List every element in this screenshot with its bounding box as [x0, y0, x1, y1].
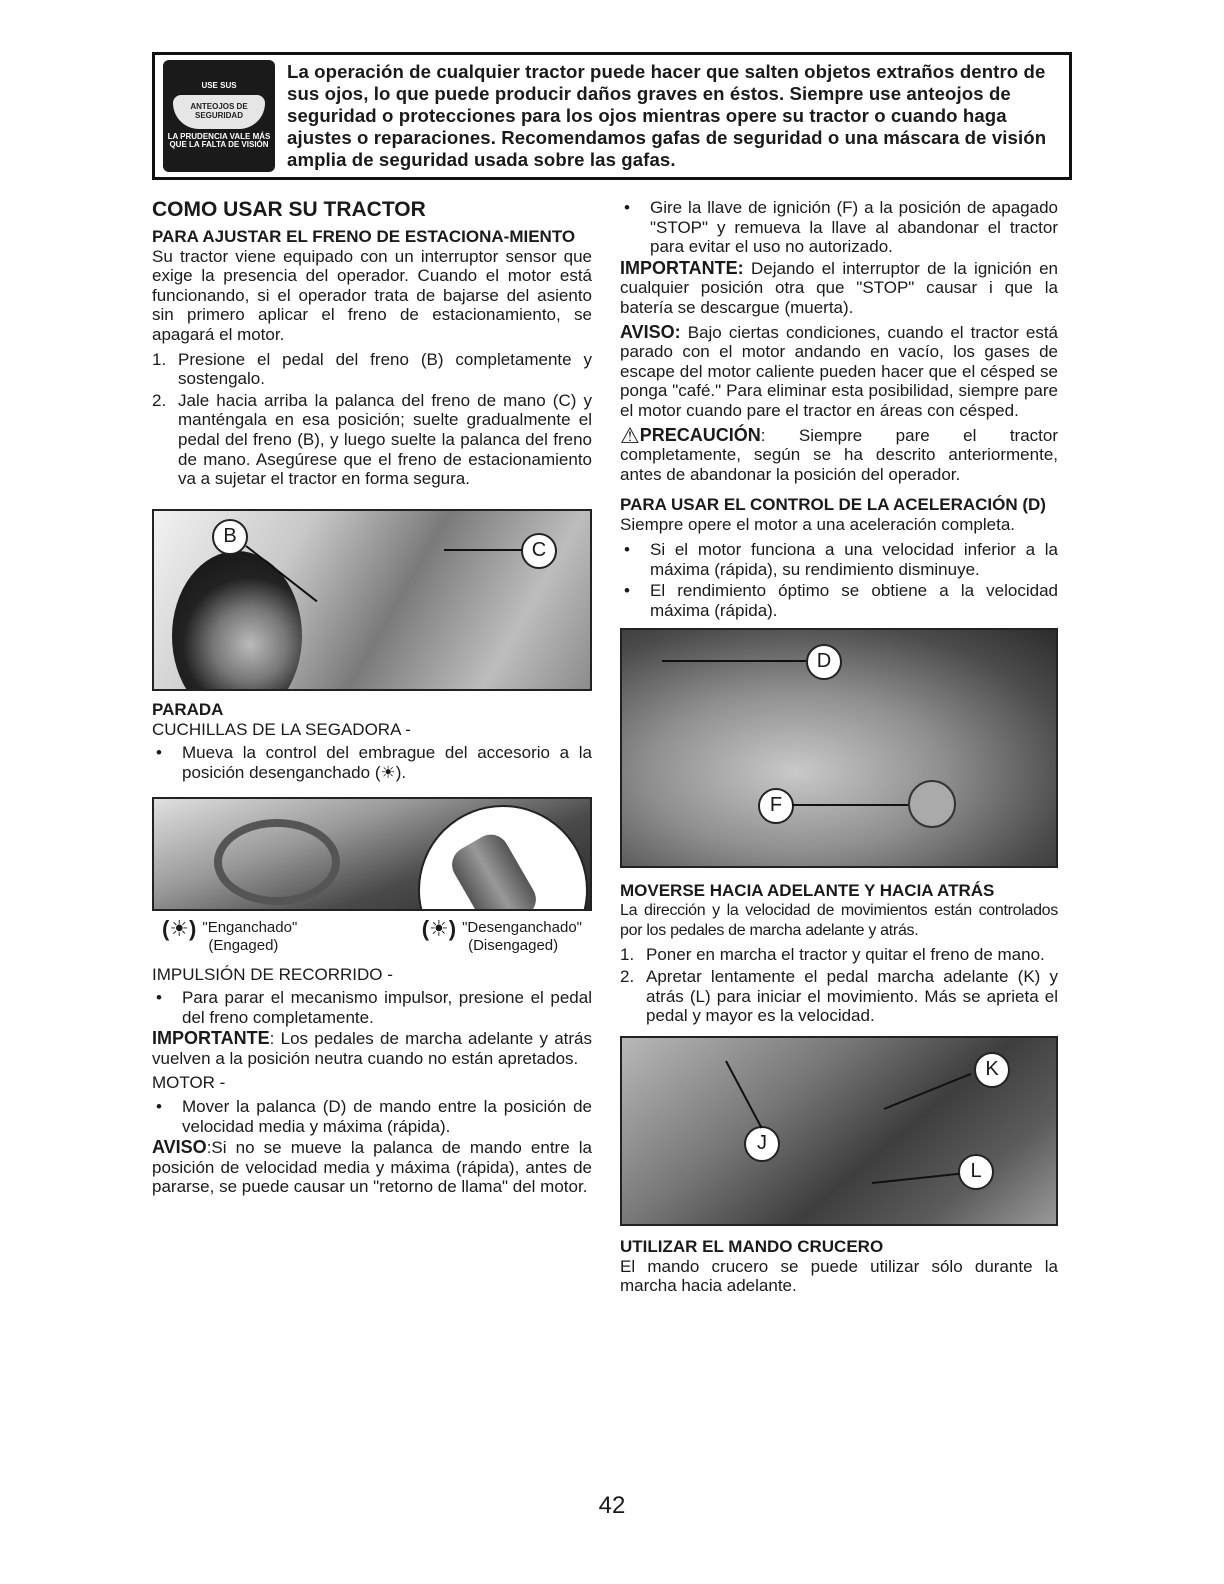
leader-line: [872, 1173, 960, 1184]
knob-shape: [446, 828, 543, 911]
leader-line: [662, 660, 806, 662]
section-title: COMO USAR SU TRACTOR: [152, 198, 426, 221]
motor-heading: MOTOR -: [152, 1073, 226, 1093]
throttle-heading: PARA USAR EL CONTROL DE LA ACELERACIÓN (D): [620, 495, 1046, 515]
blades-heading: CUCHILLAS DE LA SEGADORA -: [152, 719, 411, 739]
brake-steps: [152, 350, 592, 489]
engaged-en: (Engaged): [208, 936, 279, 954]
drive-heading: IMPULSIÓN DE RECORRIDO -: [152, 964, 393, 984]
callout-k: K: [974, 1052, 1010, 1088]
callout-j: J: [744, 1126, 780, 1162]
move-heading: MOVERSE HACIA ADELANTE Y HACIA ATRÁS: [620, 881, 995, 901]
brake-illustration: [152, 509, 592, 691]
list-item: 2. Apretar lentamente el pedal marcha adelante (K) y atrás (L) para iniciar el movimiento. Más se aprieta el pedal y mayor es la velocidad.: [620, 967, 1058, 1026]
callout-l: L: [958, 1154, 994, 1190]
banner-warning-text: La operación de cualquier tractor puede hacer que salten objetos extraños dentro de sus ojos, lo que puede producir daños graves en éstos. Siempre use anteojos de seguridad o protecciones para los ojos mientras opere su tractor o cuando haga ajustes o reparaciones. Recomendamos gafas de seguridad o una máscara de visión amplia de seguridad usada sobre las gafas.: [287, 61, 1047, 170]
left-column: [152, 200, 592, 1202]
badge-top-text: USE SUS: [201, 80, 237, 90]
throttle-intro: Siempre opere el motor a una aceleración completa.: [620, 515, 1015, 535]
pto-illustration: [152, 797, 592, 911]
disengaged-legend: [421, 915, 582, 955]
disengaged-en: (Disengaged): [468, 936, 559, 954]
disengaged-label: "Desenganchado": [462, 918, 582, 936]
move-steps: [620, 945, 1058, 1025]
list-item: • El rendimiento óptimo se obtiene a la velocidad máxima (rápida).: [624, 581, 1058, 620]
important-note: IMPORTANTE: Dejando el interruptor de la ignición en cualquier posición otra que "STOP" causar i que la batería se descargue (muerta).: [620, 257, 1058, 317]
cruise-heading: UTILIZAR EL MANDO CRUCERO: [620, 1236, 884, 1256]
list-item: • Mover la palanca (D) de mando entre la posición de velocidad media y máxima (rápida).: [156, 1097, 592, 1136]
callout-f: F: [758, 788, 794, 824]
caution-note: ⚠PRECAUCIÓN: Siempre pare el tractor completamente, según se ha descrito anteriormente, antes de abandonar la posición del operador.: [620, 422, 1058, 484]
steering-wheel-shape: [214, 819, 340, 905]
engaged-label: "Enganchado": [202, 918, 298, 936]
brake-intro: Su tractor viene equipado con un interruptor sensor que exige la presencia del operador. Cuando el motor está funcionando, si el operador trata de bajarse del asiento sin primero aplicar el freno de estacionamiento, se apagará el motor.: [152, 246, 592, 344]
badge-bottom-text: LA PRUDENCIA VALE MÁS QUE LA FALTA DE VISIÓN: [167, 131, 271, 150]
move-intro: La dirección y la velocidad de movimientos están controlados por los pedales de marcha adelante y atrás.: [620, 902, 1058, 939]
ignition-key-shape: [908, 780, 956, 828]
pto-engaged-icon: (☀): [162, 915, 197, 941]
pto-disengaged-icon: ☀: [380, 762, 396, 782]
warning-triangle-icon: ⚠: [620, 422, 640, 448]
brake-heading: PARA AJUSTAR EL FRENO DE ESTACIONA-MIENTO: [152, 226, 576, 246]
important-note: IMPORTANTE: Los pedales de marcha adelante y atrás vuelven a la posición neutra cuando no están apretados.: [152, 1028, 592, 1068]
leader-line: [444, 549, 522, 551]
list-item: 1. Poner en marcha el tractor y quitar el freno de mano.: [620, 945, 1045, 965]
list-item: • Mueva la control del embrague del accesorio a la posición desenganchado (☀).: [156, 743, 592, 782]
callout-b: B: [212, 519, 248, 555]
list-item: 1. Presione el pedal del freno (B) completamente y sostengalo.: [152, 349, 592, 389]
engaged-legend: [162, 915, 298, 955]
list-item: • Si el motor funciona a una velocidad inferior a la máxima (rápida), su rendimiento disminuye.: [624, 539, 1058, 579]
pedals-illustration: [620, 1036, 1058, 1226]
pto-knob-zoom: [418, 805, 588, 911]
tire-shape: [172, 551, 302, 691]
pto-legend: [162, 915, 582, 955]
safety-banner: [152, 52, 1072, 180]
leader-line: [792, 804, 922, 806]
pto-disengaged-icon: (☀): [421, 915, 457, 941]
badge-goggle-text: ANTEOJOS DE SEGURIDAD: [190, 101, 248, 120]
callout-c: C: [521, 533, 557, 569]
list-item: • Para parar el mecanismo impulsor, presione el pedal del freno completamente.: [156, 988, 592, 1027]
leader-line: [884, 1073, 972, 1110]
dashboard-illustration: [620, 628, 1058, 868]
aviso-note: AVISO: Bajo ciertas condiciones, cuando el tractor está parado con el motor andando en vacío, los gases de escape del motor caliente pueden hacer que el césped se ponga "café." Para eliminar esta posibilidad, siempre pare el motor cuando pare el tractor en áreas con césped.: [620, 321, 1058, 420]
aviso-note: AVISO:Si no se mueve la palanca de mando entre la posición de velocidad media y máxima (rápida), antes de pararse, se puede causar un "retorno de llama" del motor.: [152, 1137, 592, 1197]
page-number: 42: [598, 1492, 626, 1519]
list-item: • Gire la llave de ignición (F) a la posición de apagado "STOP" y remueva la llave al abandonar el tractor para evitar el uso no autorizado.: [624, 198, 1058, 257]
stop-heading: PARADA: [152, 699, 224, 719]
leader-line: [725, 1060, 762, 1128]
list-item: 2. Jale hacia arriba la palanca del freno de mano (C) y manténgala en esa posición; suelte gradualmente el pedal del freno (B), y luego suelte la palanca del freno de mano. Asegúrese que el freno de estacionamiento va a sujetar el tractor en forma segura.: [152, 390, 592, 489]
callout-d: D: [806, 644, 842, 680]
cruise-text: El mando crucero se puede utilizar sólo durante la marcha hacia adelante.: [620, 1256, 1058, 1296]
safety-goggles-icon: [163, 60, 275, 172]
right-column: [620, 198, 1058, 1301]
goggles-shape: [173, 95, 265, 129]
